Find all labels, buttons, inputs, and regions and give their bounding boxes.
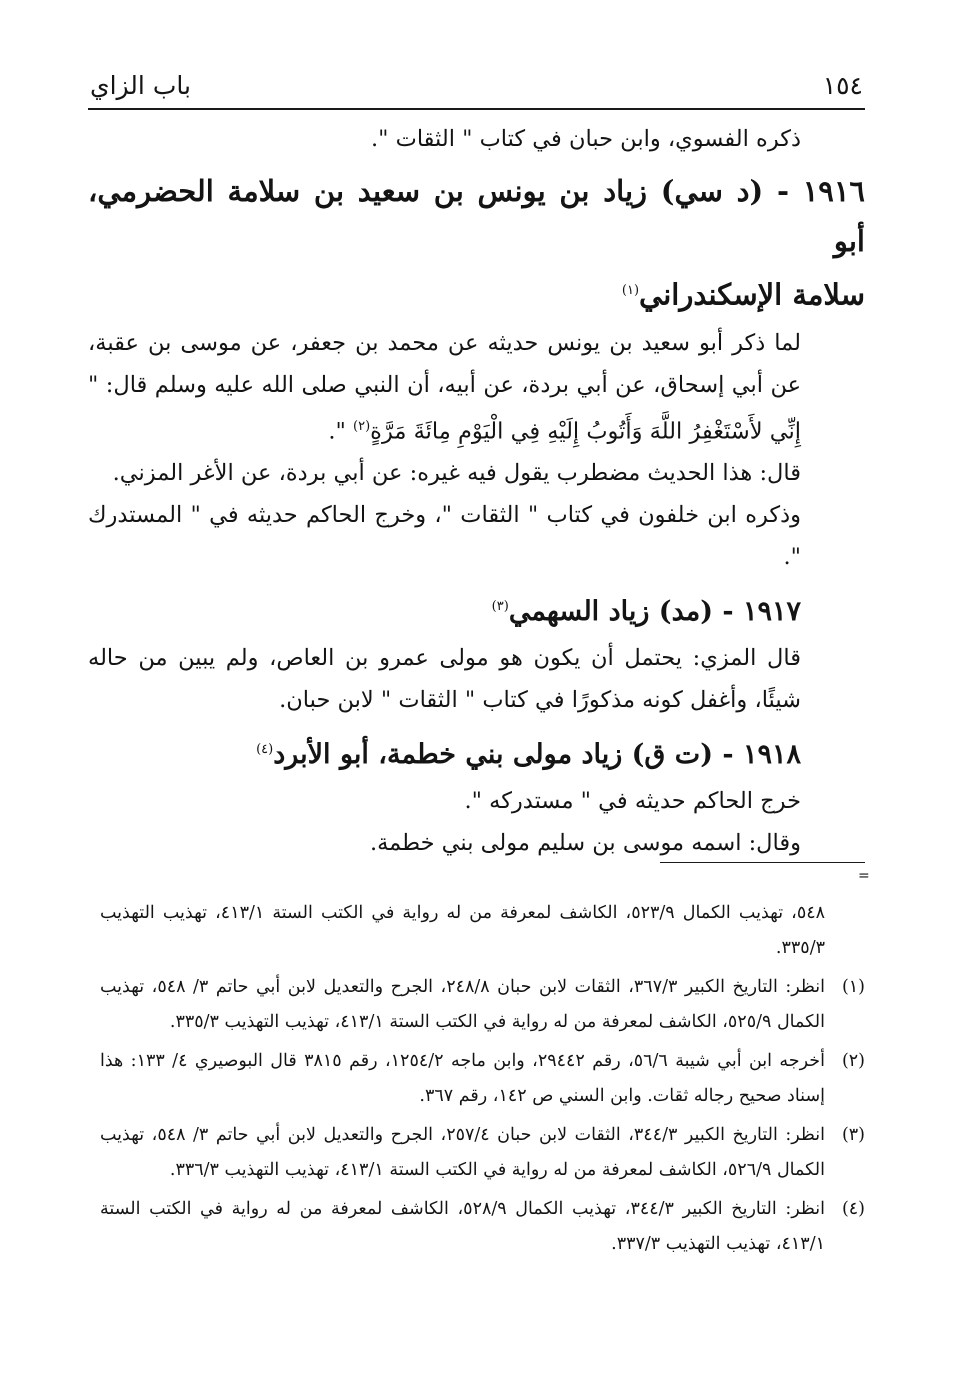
footnote-text: أخرجه ابن أبي شيبة ٥٦/٦، رقم ٢٩٤٤٢، وابن ماجه ١٢٥٤/٢، رقم ٣٨١٥ قال البوصيري ٤/ ١٣٣: هذا إسناد صحيح رجاله ثقات. وابن السني ص ١٤٢، رقم ٣٦٧. xyxy=(100,1051,825,1106)
footnote-number: (٢) xyxy=(841,1051,865,1071)
entry-heading-text: ١٩١٦ - (د سي) زياد بن يونس بن سعيد بن سلامة الحضرمي، أبو xyxy=(88,174,865,258)
paragraph: قال المزي: يحتمل أن يكون هو مولى عمرو بن العاص، ولم يبين من حاله شيئًا، وأغفل كونه مذكورًا في كتاب " الثقات " لابن حبان. xyxy=(88,645,801,714)
footnote-ref: (١) xyxy=(621,283,640,298)
footnote-text: انظر: التاريخ الكبير ٣٤٤/٣، تهذيب الكمال ٥٢٨/٩، الكاشف لمعرفة من له رواية في الكتب الستة ٤١٣/١، تهذيب التهذيب ٣٣٧/٣. xyxy=(100,1199,825,1254)
footnote-ref: (٢) xyxy=(353,418,371,434)
chapter-title: باب الزاي xyxy=(90,71,191,100)
entry-heading-1918 xyxy=(88,727,865,778)
paragraph: ذكره الفسوي، وابن حبان في كتاب " الثقات ". xyxy=(370,126,801,152)
footnote-number: (٤) xyxy=(841,1199,865,1219)
footnote-separator xyxy=(660,862,865,863)
footnote-1 xyxy=(100,970,865,1040)
paragraph xyxy=(88,322,865,453)
running-header xyxy=(90,60,863,106)
footnote-ref: (٣) xyxy=(491,599,509,615)
paragraph: خرج الحاكم حديثه في " مستدركه ". xyxy=(464,788,801,815)
entry-heading-text: ١٩١٨ - (ت ق) زياد مولى بني خطمة، أبو الأبرد xyxy=(273,739,801,771)
footnote-2 xyxy=(100,1044,865,1114)
entry-heading-text: سلامة الإسكندراني xyxy=(639,277,865,312)
footnote-continuation-mark: = xyxy=(858,868,870,884)
footnote-number: (١) xyxy=(841,977,865,997)
entry-heading-1917 xyxy=(88,584,865,635)
paragraph-text: لما ذكر أبو سعيد بن يونس حديثه عن محمد بن جعفر، عن موسى بن عقبة، عن أبي إسحاق، عن أبي بردة، عن أبيه، أن النبي صلى الله عليه وسلم قال: " إِنِّي لأَسْتَغْفِرُ اللَّهَ وَأَتُوبُ إِلَيْهِ فِي الْيَوْمِ مِائَةَ مَرَّةٍ xyxy=(88,329,801,445)
footnote-text: انظر: التاريخ الكبير ٣٦٧/٣، الثقات لابن حبان ٢٤٨/٨، الجرح والتعديل لابن أبي حاتم ٣/ ٥٤٨، تهذيب الكمال ٥٢٥/٩، الكاشف لمعرفة من له رواية في الكتب الستة ٤١٣/١، تهذيب التهذيب ٣٣٥/٣. xyxy=(100,977,825,1032)
paragraph-text: ". xyxy=(328,418,354,445)
paragraph: وقال: اسمه موسى بن سليم مولى بني خطمة. xyxy=(369,830,801,857)
footnote-ref: (٤) xyxy=(256,742,274,758)
page-number: ١٥٤ xyxy=(822,71,863,100)
paragraph: وذكره ابن خلفون في كتاب " الثقات "، وخرج الحاكم حديثه في " المستدرك ". xyxy=(88,502,801,571)
entry-heading-1916 xyxy=(88,166,865,320)
entry-heading-text: ١٩١٧ - (مد) زياد السهمي xyxy=(508,596,801,628)
footnote-continued: ٥٤٨، تهذيب الكمال ٥٢٣/٩، الكاشف لمعرفة من له رواية في الكتب الستة ٤١٣/١، تهذيب التهذيب ٣٣٥/٣. xyxy=(100,903,826,958)
main-text xyxy=(88,118,865,864)
footnote-4 xyxy=(100,1192,865,1262)
paragraph: قال: هذا الحديث مضطرب يقول فيه غيره: عن أبي بردة، عن الأغر المزني. xyxy=(112,460,801,487)
footnote-text: انظر: التاريخ الكبير ٣٤٤/٣، الثقات لابن حبان ٢٥٧/٤، الجرح والتعديل لابن أبي حاتم ٣/ ٥٤٨، تهذيب الكمال ٥٢٦/٩، الكاشف لمعرفة من له رواية في الكتب الستة ٤١٣/١، تهذيب التهذيب ٣٣٦/٣. xyxy=(100,1125,825,1180)
footnote-number: (٣) xyxy=(841,1125,865,1145)
footnote-3 xyxy=(100,1118,865,1188)
header-rule xyxy=(88,108,865,110)
footnotes xyxy=(100,896,865,1266)
